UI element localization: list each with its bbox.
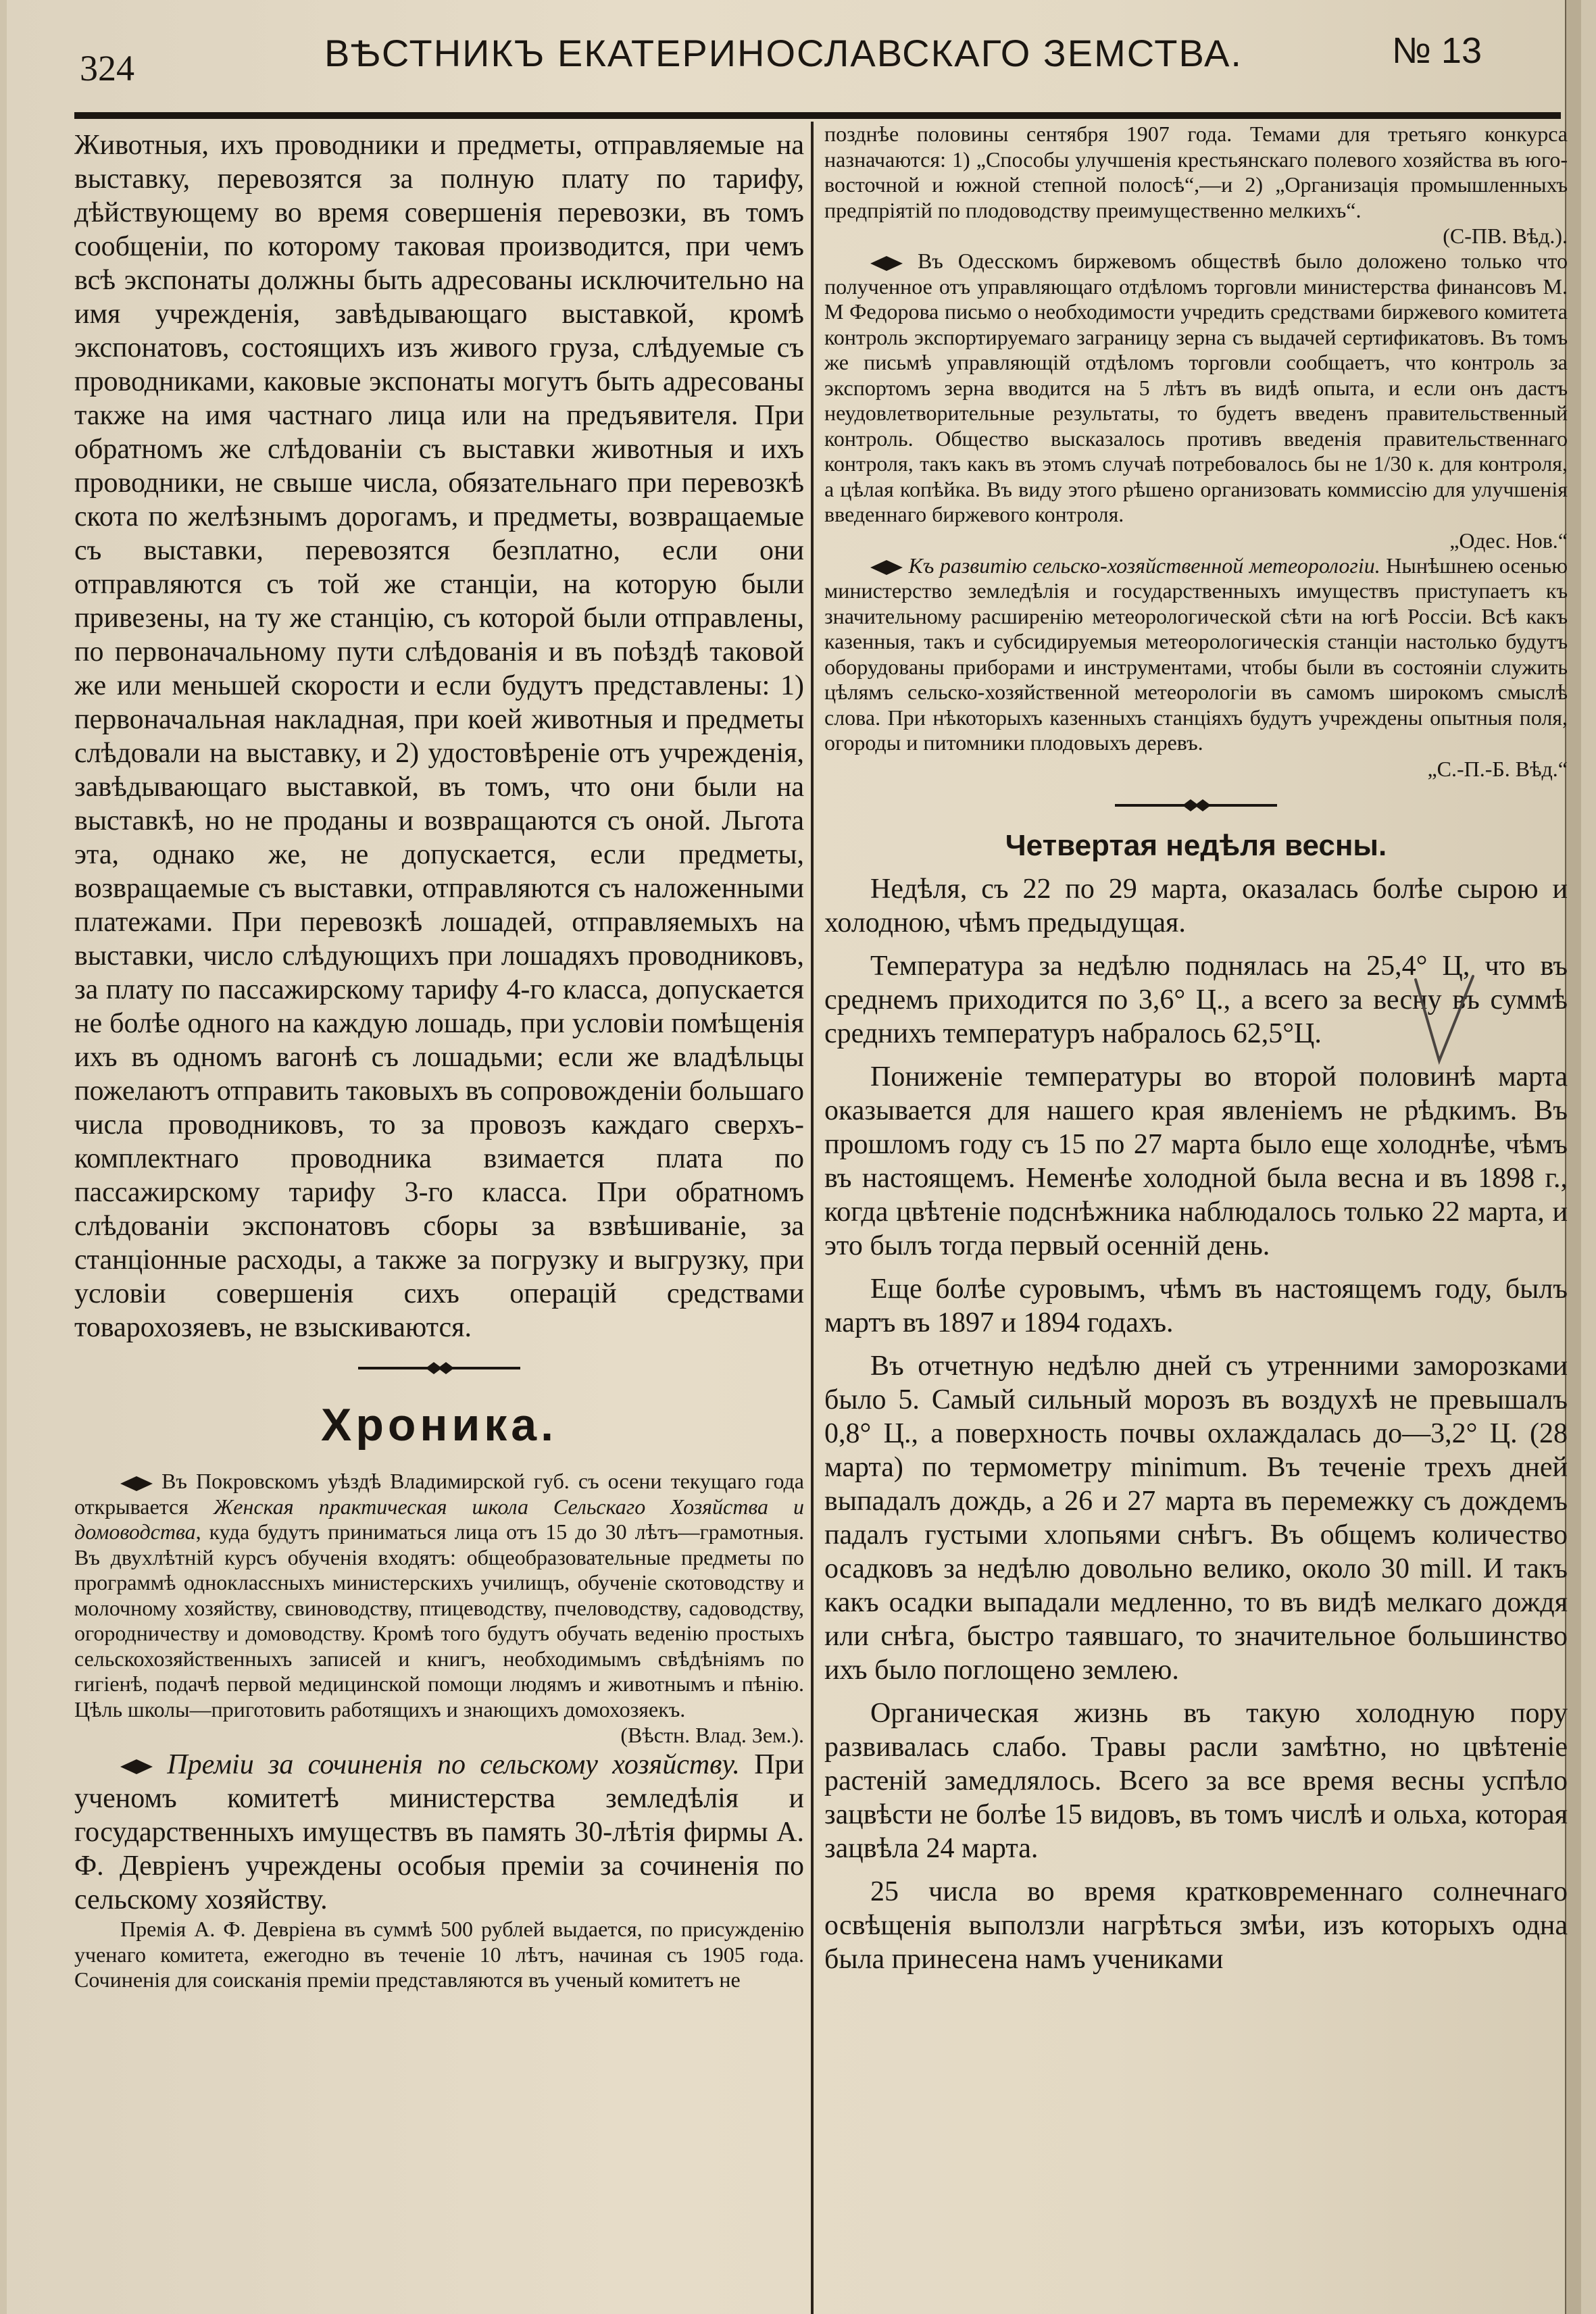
prize-details-text: Премія А. Ф. Девріена въ суммѣ 500 рублей выдается, по присужденію ученаго комитета, ежегодно въ теченіе 10 лѣтъ, начиная съ 1905 года. Сочиненія для соисканія преміи представляются въ ученый комитетъ не — [74, 1917, 804, 1992]
ornament-divider — [1115, 795, 1277, 815]
left-column — [74, 128, 804, 1993]
issue-number: № 13 — [1392, 30, 1482, 71]
prizes-continuation-text: позднѣе половины сентября 1907 года. Темами для третьяго конкурса назначаются: 1) „Способы улучшенія крестьянскаго полевого хозяйства въ юго-восточной и южной степной полосѣ“,—и 2) „Организація промышленныхъ предпріятій по плодоводству преимущественно мелкихъ“. — [824, 122, 1568, 222]
week-paragraph-1: Недѣля, съ 22 по 29 марта, оказалась болѣе сырою и холодною, чѣмъ предыдущая. — [824, 873, 1568, 938]
exhibition-transport-text: Животныя, ихъ проводники и предметы, отправляемые на выставку, перевозятся за полную плату по тарифу, дѣйствующему во время совершенія перевозки, въ томъ сообщеніи, по которому таковая производится, при чемъ всѣ экспонаты должны быть адресованы исключительно на имя учрежденія, завѣдывающаго выставкой, кромѣ экспонатовъ, состоящихъ изъ живого груза, слѣдуемые съ проводниками, каковые экспонаты могутъ быть адресованы также на имя частнаго лица или на предъявителя. При обратномъ же слѣдованіи съ выставки животныя и ихъ проводники, не свыше числа, обязательнаго при перевозкѣ скота по желѣзнымъ дорогамъ, и предметы, возвращаемые съ выставки, перевозятся безплатно, если они отправляются съ той же станціи, на которую были привезены, на ту же станцію, съ которой были отправлены, по первоначальному пути слѣдованія и въ поѣздѣ таковой же или меньшей скорости и если будутъ представлены: 1) первоначальная накладная, при коей животныя и предметы слѣдовали на выставку, и 2) удостовѣреніе отъ учрежденія, завѣдывающаго выставкой, въ томъ, что они были на выставкѣ, но не проданы и возвращаются съ оной. Льгота эта, однако же, не допускается, если предметы, возвращаемые съ выставки, отправляются съ наложенными платежами. При перевозкѣ лошадей, отправляемыхъ на выставки, число слѣдующихъ при лошадяхъ проводниковъ, за плату по пассажирскому тарифу 4-го класса, допускается не болѣе одного на каждую лошадь, при условіи помѣщенія ихъ въ одномъ вагонѣ съ лошадьми; если же владѣльцы пожелаютъ отправить таковыхъ въ сопровожденіи большаго числа проводниковъ, то за провозъ каждаго сверхъ-комплектнаго проводника взимается плата по пассажирскому тарифу 3-го класса. При обратномъ слѣдованіи экспонатовъ сборы за взвѣшиваніе, за станціонные расходы, а также за погрузку и выгрузку, при условіи совершенія сихъ операцій средствами товарохозяевъ, не взыскиваются. — [74, 130, 804, 1343]
header-rule — [74, 112, 1561, 119]
diamond-bullet-icon — [870, 560, 903, 575]
diamond-bullet-icon — [870, 256, 903, 271]
week-paragraph-4: Еще болѣе суровымъ, чѣмъ въ настоящемъ году, былъ мартъ въ 1897 и 1894 годахъ. — [824, 1273, 1568, 1338]
chronicle-item-meteorology: Къ развитію сельско-хозяйственной метеорологіи. Нынѣшнею осенью министерство земледѣлія и государственныхъ имуществъ приступаетъ къ значительному расширенію метеорологической сѣти на югѣ Россіи. Всѣ какъ казенныя, такъ и субсидируемыя метеорологическія станціи настолько будутъ оборудованы приборами и инструментами, чтобы были въ состояніи служить цѣлямъ сельско-хозяйственной метеорологіи въ самомъ широкомъ смыслѣ слова. При нѣкоторыхъ казенныхъ станціяхъ будутъ учреждены опытныя поля, огороды и питомники плодовыхъ деревъ. — [824, 553, 1568, 755]
source-spb-ved-1: (С-ПВ. Вѣд.). — [1443, 224, 1568, 248]
week-paragraph-2: Температура за недѣлю поднялась на 25,4° Ц, что въ среднемъ приходится по 3,6° Ц., а всего за весну въ суммѣ среднихъ температуръ набралось 62,5°Ц. — [824, 950, 1568, 1049]
week-paragraph-5: Въ отчетную недѣлю дней съ утренними заморозками было 5. Самый сильный морозъ въ воздухѣ не превышалъ 0,8° Ц., а поверхность почвы охлаждалась до—3,2° Ц. (28 марта) по термометру minimum. Въ теченіе трехъ дней выпадалъ дождь, а 26 и 27 марта въ перемежку съ дождемъ падалъ густыми хлопьями снѣгъ. Въ общемъ количество осадковъ за недѣлю довольно велико, около 30 mill. И такъ какъ осадки выпадали медленно, то въ видѣ мелкаго дождя или снѣга, быстро таявшаго, то значительное большинство ихъ было поглощено землею. — [824, 1350, 1568, 1686]
week-paragraph-3: Пониженіе температуры во второй половинѣ марта оказывается для нашего края явленіемъ не рѣдкимъ. Въ прошломъ году съ 15 по 27 марта было еще холоднѣе, чѣмъ въ настоящемъ. Неменѣе холодной была весна и въ 1898 г., когда цвѣтеніе подснѣжника наблюдалось только 22 марта, и это былъ тогда первый осенній день. — [824, 1061, 1568, 1261]
newspaper-page — [7, 0, 1581, 2314]
source-spb-ved-2: „С.-П.-Б. Вѣд.“ — [1427, 756, 1568, 781]
week-paragraph-7: 25 числа во время кратковременнаго солнечнаго освѣщенія выползли нагрѣться змѣи, изъ которыхъ одна была принесена намъ учениками — [824, 1876, 1568, 1975]
diamond-bullet-icon — [120, 1759, 153, 1774]
ornament-divider — [358, 1358, 520, 1378]
chronicle-item-school: Въ Покровскомъ уѣздѣ Владимирской губ. съ осени текущаго года открывается Женская практическая школа Сельскаго Хозяйства и домоводства, куда будутъ приниматься лица отъ 15 до 30 лѣтъ—грамотныя. Въ двухлѣтній курсъ обученія входятъ: общеобразовательные предметы по программѣ одноклассныхъ министерскихъ училищъ, обученіе скотоводству и молочному хозяйству, свиноводству, птицеводству, пчеловодству, садоводству, огородничеству и домоводству. Кромѣ того будутъ обучать веденію простыхъ сельскохозяйственныхъ записей и книгъ, необходимымъ свѣдѣніямъ по гигіенѣ, подачѣ первой медицинской помощи людямъ и животнымъ и пѣнію. Цѣль школы—приготовить работящихъ и знающихъ домохозяекъ. — [74, 1469, 805, 1721]
section-title-chronicle: Хроника. — [320, 1399, 558, 1451]
source-vestn-vlad: (Вѣстн. Влад. Зем.). — [620, 1723, 804, 1747]
diamond-bullet-icon — [120, 1476, 153, 1491]
chronicle-item-odessa-exchange: Въ Одесскомъ биржевомъ обществѣ было доложено только что полученное отъ управляющаго отдѣломъ торговли министерства финансовъ М. М Федорова письмо о необходимости учредить средствами биржевого комитета контроль экспортируемаго заграницу зерна съ выдачей сертификатовъ. Въ томъ же письмѣ управляющій отдѣломъ торговли сообщаетъ, что контроль за экспортомъ зерна вводится на 5 лѣтъ въ видѣ опыта, и если онъ дастъ неудовлетворительные результаты, то будетъ введенъ правительственный контроль. Общество высказалось противъ введенія правительственнаго контроля, такъ какъ въ этомъ случаѣ потребовалось бы не 1/30 к. для контроля, а цѣлая копѣйка. Въ виду этого рѣшено организовать коммиссію для улучшенія введеннаго биржевого контроля. — [824, 249, 1568, 526]
week-paragraph-6: Органическая жизнь въ такую холодную пору развивалась слабо. Травы расли замѣтно, но цвѣтеніе растеній замедлялось. Всего за все время весны успѣло зацвѣсти не болѣе 15 видовъ, въ томъ числѣ и ольха, которая зацвѣла 24 марта. — [824, 1697, 1568, 1864]
running-title: ВѢСТНИКЪ ЕКАТЕРИНОСЛАВСКАГО ЗЕМСТВА. — [324, 32, 1243, 74]
page-number: 324 — [80, 48, 134, 89]
column-divider — [811, 122, 814, 2314]
chronicle-item-prizes: Преміи за сочиненія по сельскому хозяйству. При ученомъ комитетѣ министерства земледѣлія и государственныхъ имуществъ въ память 30-лѣтія фирмы А. Ф. Девріенъ учреждены особыя преміи за сочиненія по сельскому хозяйству. — [74, 1749, 805, 1915]
pencil-checkmark — [1412, 973, 1480, 1067]
article-title-fourth-week: Четвертая недѣля весны. — [1005, 828, 1387, 862]
source-odes-nov: „Одес. Нов.“ — [1449, 528, 1568, 553]
